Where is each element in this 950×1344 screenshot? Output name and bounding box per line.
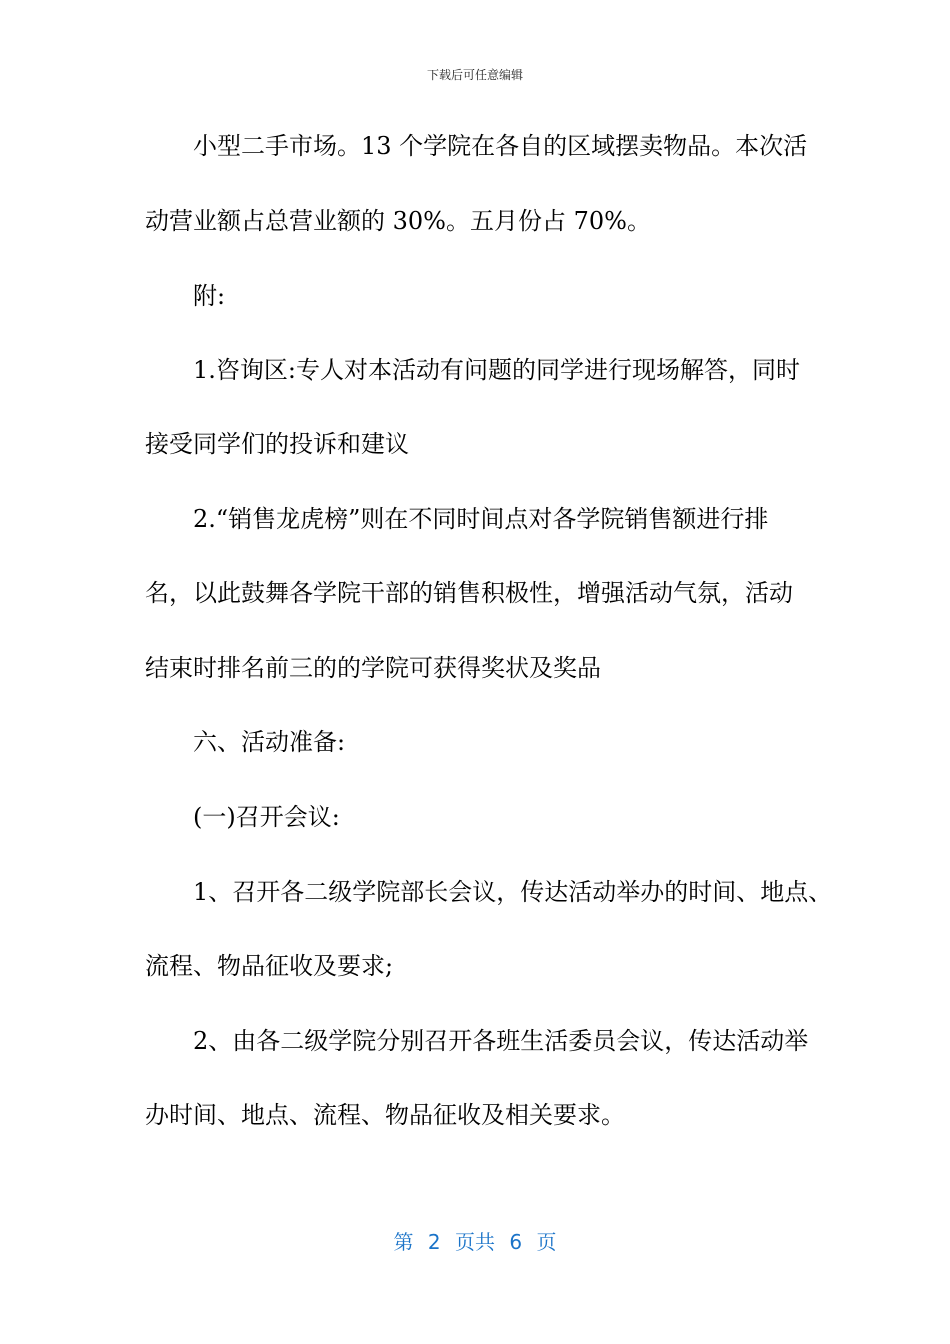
paragraph-line: 2.“销售龙虎榜”则在不同时间点对各学院销售额进行排: [193, 505, 769, 533]
paragraph-line: 1、召开各二级学院部长会议，传达活动举办的时间、地点、: [193, 878, 833, 906]
page-current-number: 2: [427, 1230, 441, 1254]
subsection-heading: (一)召开会议:: [193, 803, 340, 831]
paragraph-line: 名，以此鼓舞各学院干部的销售积极性，增强活动气氛，活动: [145, 579, 793, 607]
page-footer: [0, 1226, 950, 1255]
page-total-number: 6: [509, 1230, 523, 1254]
paragraph-line: 1.咨询区:专人对本活动有问题的同学进行现场解答，同时: [193, 356, 800, 384]
paragraph-line: 结束时排名前三的的学院可获得奖状及奖品: [145, 654, 601, 682]
paragraph-line: 动营业额占总营业额的 30%。五月份占 70%。: [145, 207, 651, 235]
page-label-post: 页: [536, 1230, 557, 1254]
paragraph-line: 接受同学们的投诉和建议: [145, 430, 409, 458]
section-heading: 六、活动准备:: [193, 728, 346, 756]
page-label-mid: 页共: [455, 1230, 495, 1254]
paragraph-line: 小型二手市场。13 个学院在各自的区域摆卖物品。本次活: [193, 132, 808, 160]
paragraph-line: 2、由各二级学院分别召开各班生活委员会议，传达活动举: [193, 1027, 809, 1055]
paragraph-line: 附:: [193, 282, 226, 310]
paragraph-line: 流程、物品征收及要求;: [145, 952, 394, 980]
page-header-note: 下载后可任意编辑: [426, 68, 523, 82]
page-label-pre: 第: [393, 1230, 414, 1254]
paragraph-line: 办时间、地点、流程、物品征收及相关要求。: [145, 1101, 625, 1129]
